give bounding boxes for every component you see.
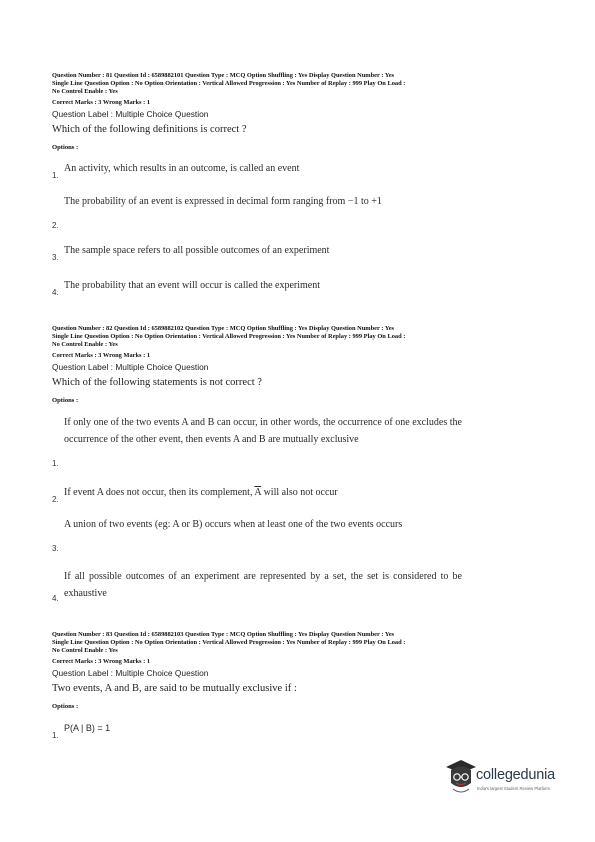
question-text: Which of the following statements is not correct ? — [52, 377, 262, 388]
option-number: 3. — [52, 253, 59, 262]
options-label: Options : — [52, 703, 79, 710]
marks-line: Correct Marks : 3 Wrong Marks : 1 — [52, 352, 151, 359]
option-81-2[interactable] — [52, 193, 472, 229]
option-number: 3. — [52, 544, 59, 553]
logo-wordmark: collegedunia — [476, 767, 556, 783]
question-block-82 — [52, 325, 552, 405]
option-text: If only one of the two events A and B can occur, in other words, the occurrence of one excludes the occurrence of the other event, then events A and B are mutually exclusive — [64, 417, 462, 445]
option-text: If event A does not occur, then its complement, $\overline{A}$ will also not occur — [64, 487, 338, 498]
graduate-mascot-icon — [444, 755, 478, 797]
options-label: Options : — [52, 397, 79, 404]
question-meta: Question Number : 82 Question Id : 6589882102 Question Type : MCQ Option Shuffling : Yes Display Question Number : Yes Single Line Question Option : No Option Orientation : Vertical Allowed Progression : Yes Number of Replay : 999 Play On Load : No Control Enable : Yes — [52, 325, 406, 348]
option-number: 1. — [52, 171, 59, 180]
marks-line: Correct Marks : 3 Wrong Marks : 1 — [52, 658, 151, 665]
option-82-2[interactable] — [52, 484, 472, 504]
question-block-81 — [52, 72, 552, 152]
question-meta: Question Number : 81 Question Id : 6589882101 Question Type : MCQ Option Shuffling : Yes Display Question Number : Yes Single Line Question Option : No Option Orientation : Vertical Allowed Progression : Yes Number of Replay : 999 Play On Load : No Control Enable : Yes — [52, 72, 406, 95]
question-text: Two events, A and B, are said to be mutually exclusive if : — [52, 683, 297, 694]
question-text: Which of the following definitions is correct ? — [52, 124, 247, 135]
option-82-4[interactable] — [52, 568, 472, 604]
option-text: An activity, which results in an outcome, is called an event — [64, 163, 300, 174]
option-82-1[interactable] — [52, 414, 472, 468]
complement-symbol: $\overline{A}$ — [254, 487, 262, 498]
question-label: Question Label : Multiple Choice Question — [52, 668, 209, 678]
option-83-1[interactable] — [52, 720, 472, 740]
question-block-83 — [52, 631, 552, 711]
options-label: Options : — [52, 144, 79, 151]
option-text: P(A | B) = 1 — [64, 723, 111, 733]
marks-line: Correct Marks : 3 Wrong Marks : 1 — [52, 99, 151, 106]
option-text: The probability of an event is expressed in decimal form ranging from −1 to +1 — [64, 196, 382, 207]
option-number: 2. — [52, 221, 59, 230]
question-meta: Question Number : 83 Question Id : 6589882103 Question Type : MCQ Option Shuffling : Yes Display Question Number : Yes Single Line Question Option : No Option Orientation : Vertical Allowed Progression : Yes Number of Replay : 999 Play On Load : No Control Enable : Yes — [52, 631, 406, 654]
option-number: 1. — [52, 731, 59, 740]
option-text: The sample space refers to all possible outcomes of an experiment — [64, 245, 330, 256]
option-82-3[interactable] — [52, 516, 472, 552]
option-number: 4. — [52, 288, 59, 297]
question-label: Question Label : Multiple Choice Question — [52, 109, 209, 119]
logo-tagline: India's largest Student Review Platform — [477, 786, 550, 791]
option-number: 1. — [52, 459, 59, 468]
option-text: If all possible outcomes of an experiment are represented by a set, the set is considered to be exhaustive — [64, 571, 462, 599]
option-number: 4. — [52, 594, 59, 603]
option-text: A union of two events (eg: A or B) occurs when at least one of the two events occurs — [64, 519, 403, 530]
question-label: Question Label : Multiple Choice Question — [52, 362, 209, 372]
option-text: The probability that an event will occur is called the experiment — [64, 280, 321, 291]
option-81-4[interactable] — [52, 277, 472, 297]
option-81-3[interactable] — [52, 242, 472, 262]
collegedunia-logo — [444, 755, 564, 805]
option-81-1[interactable] — [52, 160, 472, 180]
option-number: 2. — [52, 495, 59, 504]
